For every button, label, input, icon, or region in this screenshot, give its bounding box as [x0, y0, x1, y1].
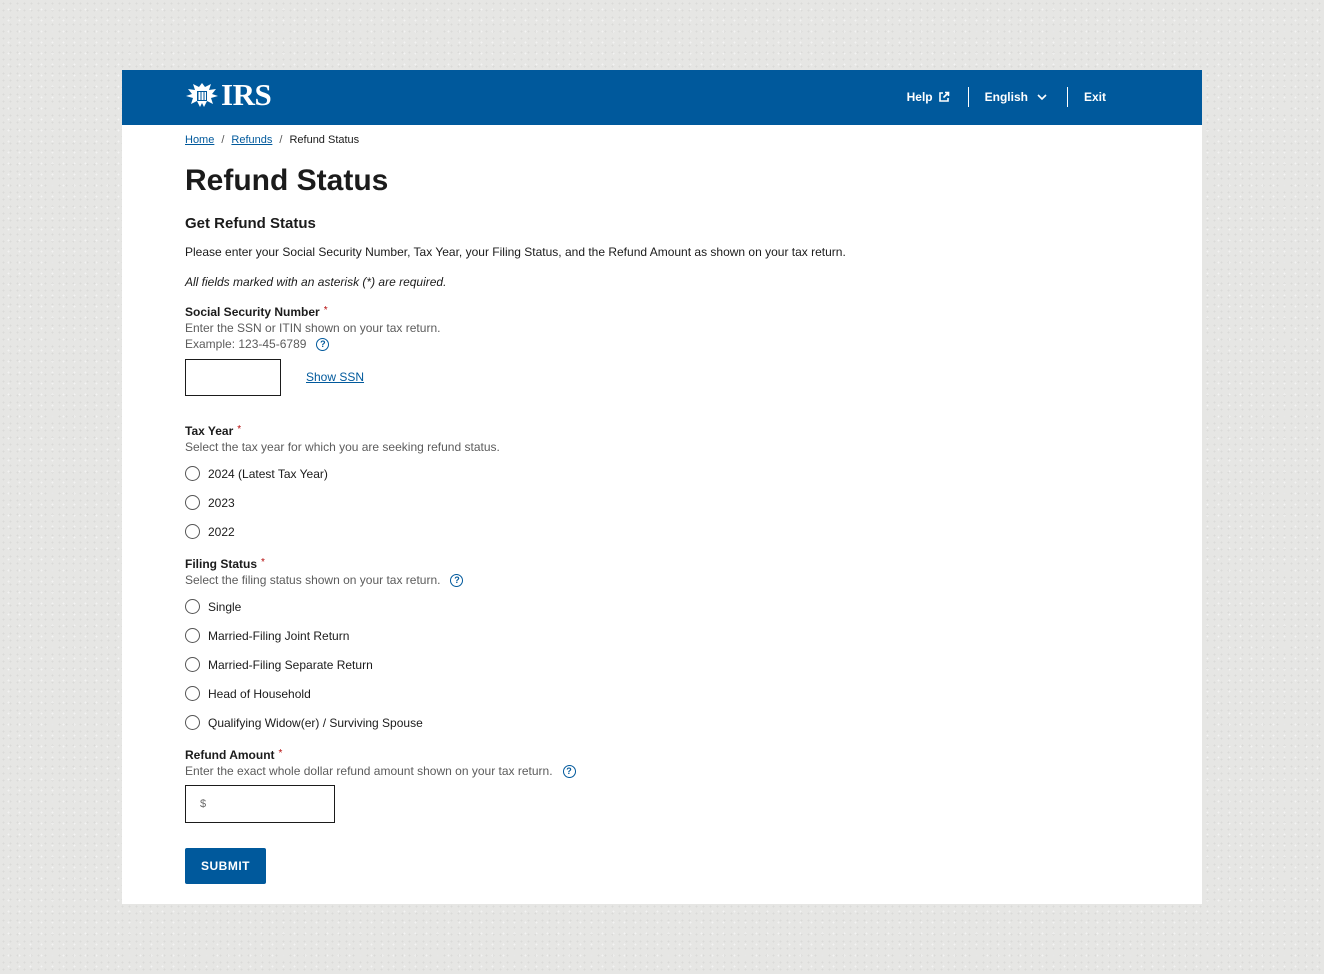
help-label: Help [906, 90, 933, 104]
radio-label: Head of Household [208, 686, 311, 701]
filing-status-help-icon[interactable]: ? [450, 574, 463, 587]
page-title: Refund Status [185, 164, 389, 197]
breadcrumb-separator: / [279, 134, 283, 146]
ssn-help-icon[interactable]: ? [316, 338, 329, 351]
filing-status-hint-text: Select the filing status shown on your tax return. [185, 573, 441, 587]
radio-label: 2023 [208, 495, 235, 510]
radio-label: Married-Filing Joint Return [208, 628, 350, 643]
radio-button[interactable] [185, 599, 200, 614]
breadcrumb [185, 134, 359, 146]
radio-label: 2024 (Latest Tax Year) [208, 466, 328, 481]
section-subtitle: Get Refund Status [185, 215, 316, 232]
exit-label: Exit [1083, 90, 1106, 104]
ssn-example-text: Example: 123-45-6789 [185, 337, 307, 351]
refund-amount-input[interactable] [185, 785, 335, 823]
radio-button[interactable] [185, 715, 200, 730]
radio-label: Married-Filing Separate Return [208, 657, 373, 672]
page-container [122, 70, 1202, 904]
ssn-label-text: Social Security Number [185, 305, 320, 319]
breadcrumb-refunds[interactable]: Refunds [231, 134, 273, 146]
nav-divider [968, 87, 969, 107]
tax-year-hint: Select the tax year for which you are seeking refund status. [185, 440, 500, 454]
external-link-icon [938, 91, 950, 103]
logo-text: IRS [221, 77, 272, 112]
language-select[interactable] [985, 90, 1049, 104]
required-asterisk: * [323, 305, 328, 316]
radio-button[interactable] [185, 495, 200, 510]
filing-option-single[interactable] [185, 599, 241, 614]
tax-year-option-2022[interactable] [185, 524, 235, 539]
filing-option-joint[interactable] [185, 628, 349, 643]
radio-label: Single [208, 599, 242, 614]
radio-label: Qualifying Widow(er) / Surviving Spouse [208, 715, 423, 730]
tax-year-label [185, 424, 241, 438]
refund-amount-label [185, 748, 282, 762]
filing-option-separate[interactable] [185, 657, 373, 672]
radio-button[interactable] [185, 628, 200, 643]
refund-amount-help-icon[interactable]: ? [563, 765, 576, 778]
breadcrumb-home[interactable]: Home [185, 134, 215, 146]
refund-amount-hint [185, 764, 576, 778]
breadcrumb-current: Refund Status [289, 134, 360, 146]
radio-label: 2022 [208, 524, 235, 539]
site-header [122, 70, 1202, 125]
required-asterisk: * [278, 748, 283, 759]
radio-button[interactable] [185, 524, 200, 539]
header-nav [907, 86, 1106, 108]
tax-year-label-text: Tax Year [185, 424, 234, 438]
filing-status-label [185, 557, 265, 571]
nav-divider [1067, 87, 1068, 107]
ssn-input[interactable] [185, 359, 281, 396]
required-asterisk: * [261, 557, 265, 568]
radio-button[interactable] [185, 466, 200, 481]
intro-text: Please enter your Social Security Number, Tax Year, your Filing Status, and the Refund Amount as shown on your tax return. [185, 245, 846, 259]
filing-option-widow[interactable] [185, 715, 423, 730]
radio-button[interactable] [185, 686, 200, 701]
breadcrumb-separator: / [221, 134, 225, 146]
filing-option-head-of-household[interactable] [185, 686, 311, 701]
submit-button[interactable]: SUBMIT [185, 848, 266, 884]
refund-amount-hint-text: Enter the exact whole dollar refund amount shown on your tax return. [185, 764, 553, 778]
required-asterisk: * [237, 424, 242, 435]
exit-link[interactable] [1084, 90, 1106, 104]
irs-logo[interactable] [185, 77, 272, 112]
radio-button[interactable] [185, 657, 200, 672]
ssn-example [185, 337, 329, 351]
required-note: All fields marked with an asterisk (*) are required. [185, 275, 447, 289]
ssn-label [185, 305, 328, 319]
chevron-down-icon [1035, 92, 1049, 102]
refund-amount-placeholder: $ [200, 798, 207, 810]
help-link[interactable] [907, 90, 950, 104]
tax-year-option-2024[interactable] [185, 466, 328, 481]
language-label: English [984, 90, 1028, 104]
filing-status-hint [185, 573, 463, 587]
tax-year-option-2023[interactable] [185, 495, 235, 510]
show-ssn-link[interactable]: Show SSN [306, 370, 365, 384]
eagle-icon [185, 81, 219, 109]
ssn-hint: Enter the SSN or ITIN shown on your tax return. [185, 321, 441, 335]
filing-status-label-text: Filing Status [185, 557, 257, 571]
refund-amount-label-text: Refund Amount [185, 748, 275, 762]
